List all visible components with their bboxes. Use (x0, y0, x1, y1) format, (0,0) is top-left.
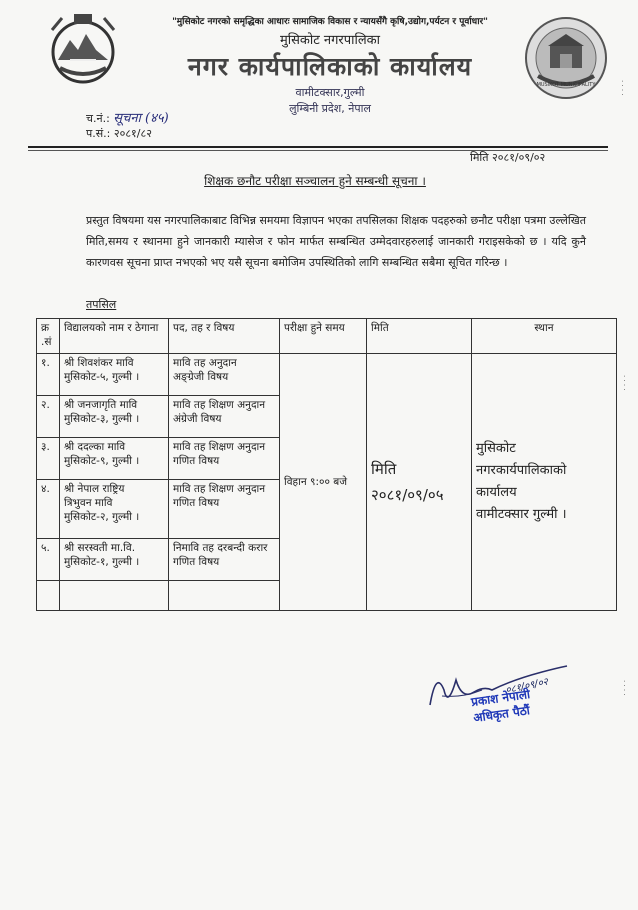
margin-mark: . . . . (622, 680, 630, 696)
header-school: विद्यालयको नाम र ठेगाना (60, 319, 169, 354)
exam-place: मुसिकोट नगरकार्यपालिकाको कार्यालय वामीटक्सार गुल्मी । (472, 354, 617, 611)
header-post: पद, तह र विषय (169, 319, 280, 354)
address-line-2: लुम्बिनी प्रदेश, नेपाल (289, 102, 371, 115)
exam-time: विहान ९:०० बजे (280, 354, 367, 611)
pa-reference: प.सं.: २०८१/८२ (86, 127, 152, 140)
header-sn: क्र .सं (37, 319, 60, 354)
table-row: २. श्री जनजागृति मावि मुसिकोट-३, गुल्मी । मावि तह शिक्षण अनुदान अंग्रेजी विषय (37, 395, 617, 437)
table-row: १. श्री शिवशंकर मावि मुसिकोट-५, गुल्मी । मावि तह अनुदान अङ्ग्रेजी विषय विहान ९:०० बजे मिति २०८१/०९/०५ मुसिकोट नगरकार्यपालिकाको कार्यालय वामीटक्सार गुल्मी । (37, 354, 617, 396)
cha-reference: च.नं.: सूचना (४५) (86, 111, 169, 126)
municipality-name: मुसिकोट नगरपालिका (279, 33, 381, 48)
nepal-emblem-icon (40, 10, 126, 90)
table-row: ४. श्री नेपाल राष्ट्रिय त्रिभुवन मावि मुसिकोट-२, गुल्मी । मावि तह शिक्षण अनुदान गणित विषय (37, 479, 617, 539)
notice-body: प्रस्तुत विषयमा यस नगरपालिकाबाट विभिन्न समयमा विज्ञापन भएका तपसिलका शिक्षक पदहरुको छनौट परीक्षा पत्रमा उल्लेखित मिति,समय र स्थानमा हुने जानकारी म्यासेज र फोन मार्फत सम्बन्धित उम्मेदवारहरुलाई जानकारी गराइसकेको छ । यदि कुनै कारणवस सूचना प्राप्त नभएको भए यसै सूचना बमोजिम उपस्थितिको लागि सम्बन्धित सबैमा सूचित गरिन्छ । (86, 214, 586, 269)
margin-mark: . . . . (622, 375, 630, 391)
signature-date: ०८१/०९/०२ (504, 676, 550, 697)
letter-date: मिति २०८१/०९/०२ (470, 151, 546, 164)
official-stamp: प्रकाश नेपाली अधिकृत पैठौं (470, 687, 531, 725)
header-time: परीक्षा हुने समय (280, 319, 367, 354)
motto: "मुसिकोट नगरको समृद्धिका आधारः सामाजिक विकास र न्यायसँगै कृषि,उद्योग,पर्यटन र पूर्वाधार" (172, 17, 488, 27)
margin-mark: . . . . (620, 80, 628, 96)
tapasil-heading: तपसिल (86, 298, 117, 311)
exam-schedule-table (36, 318, 617, 611)
seal-text: MUSIKOT MUNICIPALITY (536, 82, 596, 88)
cha-value: सूचना (४५) (113, 111, 169, 126)
header-place: स्थान (472, 319, 617, 354)
table-row: ५. श्री सरस्वती मा.वि. मुसिकोट-१, गुल्मी । निमावि तह दरबन्दी करार गणित विषय (37, 539, 617, 581)
address-line-1: वामीटक्सार,गुल्मी (295, 86, 365, 99)
table-header-row (37, 319, 617, 354)
notice-subject: शिक्षक छनौट परीक्षा सञ्चालन हुने सम्बन्धी सूचना । (204, 174, 426, 188)
exam-date: मिति २०८१/०९/०५ (367, 354, 472, 611)
header-rule (28, 146, 608, 148)
pa-value: २०८१/८२ (113, 127, 152, 140)
header-date: मिति (367, 319, 472, 354)
table-row: ३. श्री ददल्का मावि मुसिकोट-९, गुल्मी । मावि तह शिक्षण अनुदान गणित विषय (37, 437, 617, 479)
office-title: नगर कार्यपालिकाको कार्यालय (187, 52, 473, 81)
